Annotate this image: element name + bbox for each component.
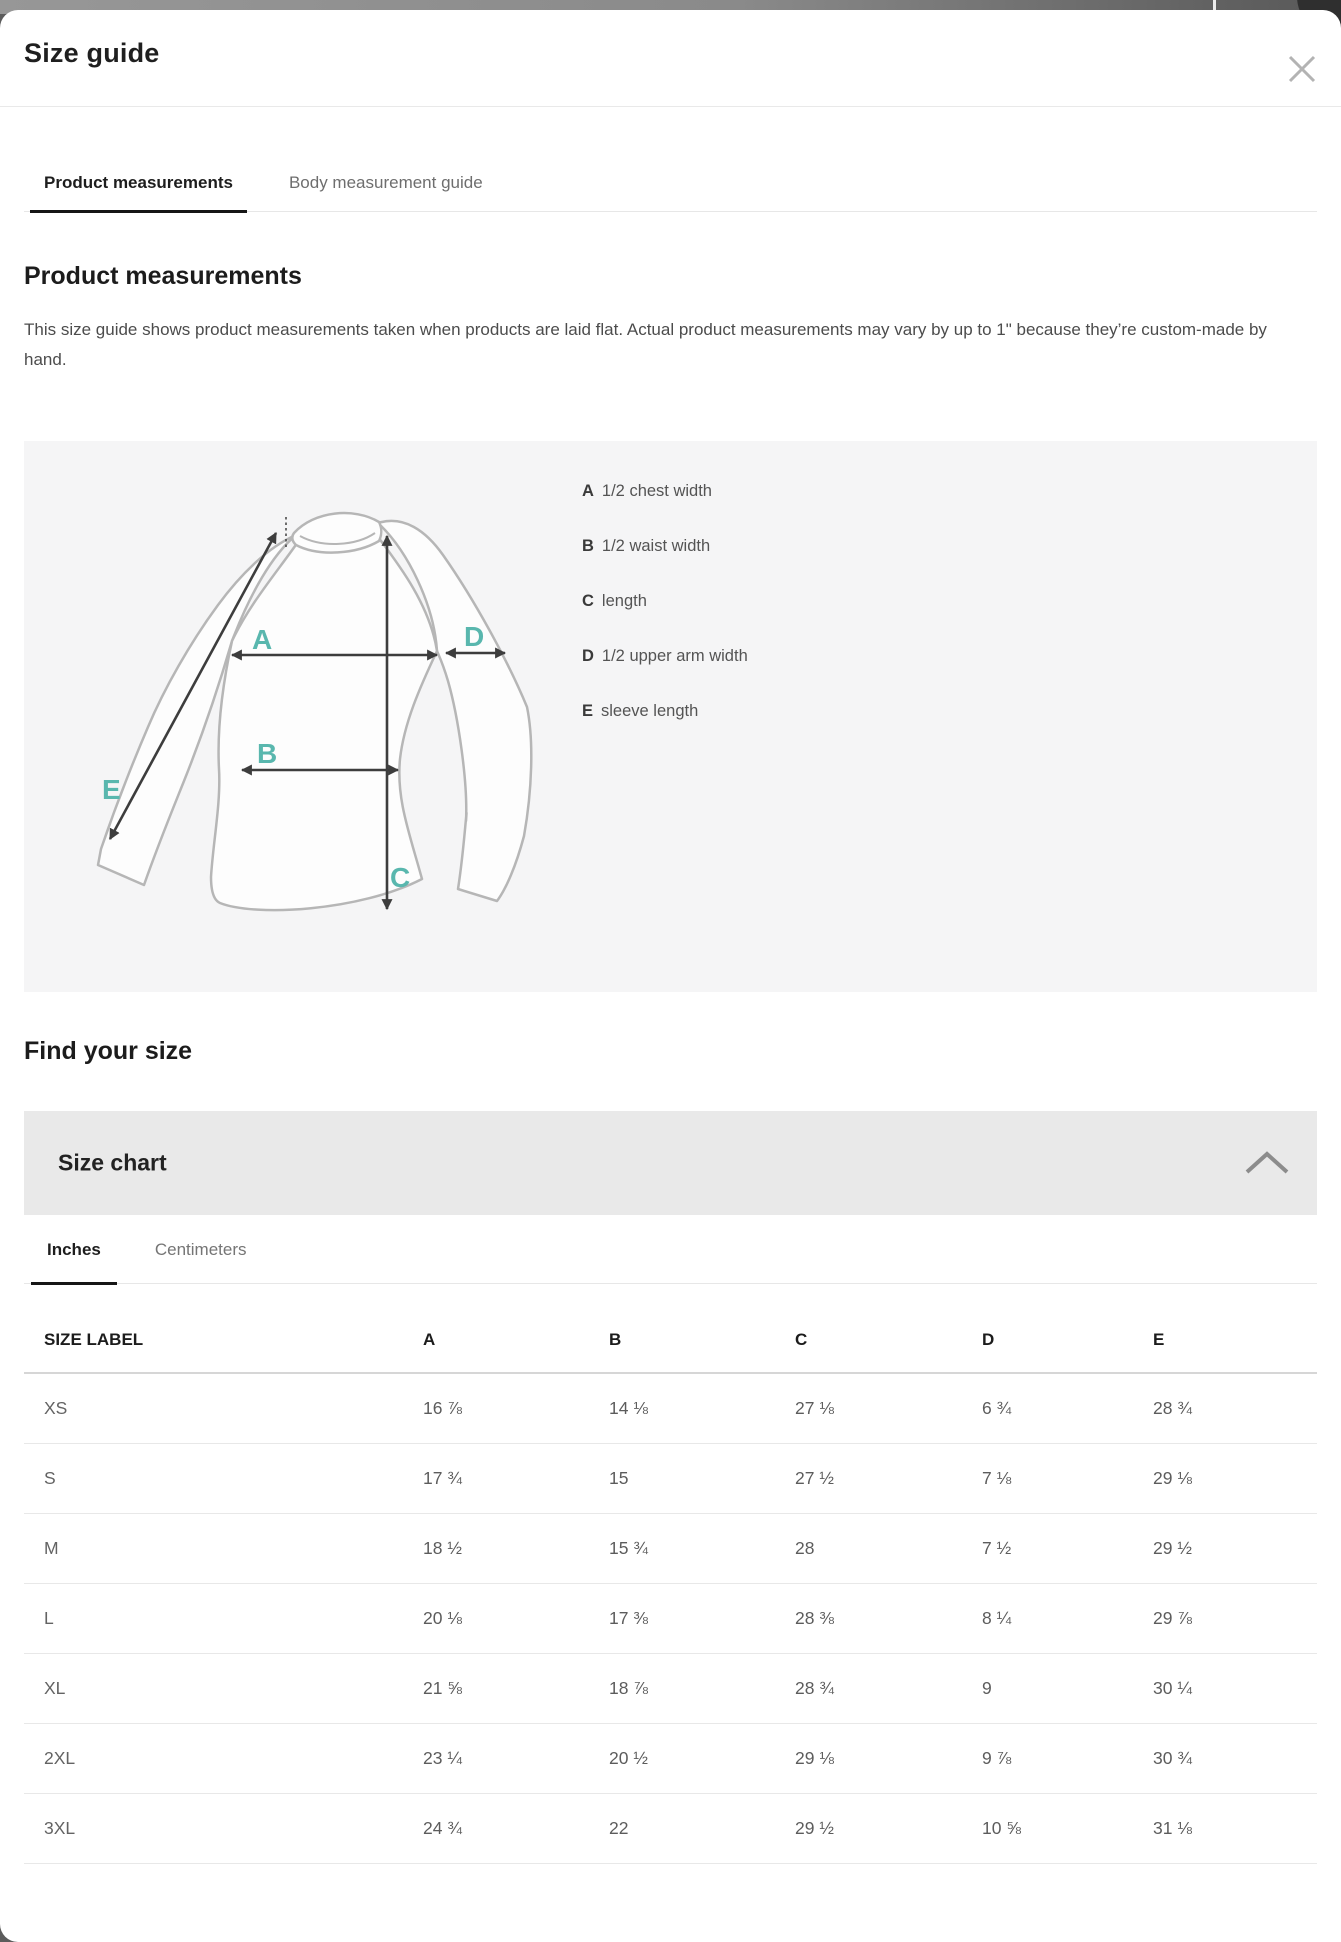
value-cell: 24 ¾ [423,1794,609,1864]
column-header-c: C [795,1304,982,1373]
value-cell: 18 ⅞ [609,1654,795,1724]
value-cell: 28 ⅜ [795,1584,982,1654]
shirt-illustration [60,491,560,921]
value-cell: 7 ½ [982,1514,1153,1584]
product-measurements-heading: Product measurements [24,262,302,290]
measure-label-c: C [390,862,411,893]
table-header-row [24,1304,1317,1373]
size-chart-table [24,1304,1317,1864]
size-chart-title: Size chart [58,1149,167,1176]
value-cell: 28 ¾ [1153,1373,1317,1444]
value-cell: 8 ¼ [982,1584,1153,1654]
size-label-cell: 3XL [24,1794,423,1864]
value-cell: 30 ¼ [1153,1654,1317,1724]
value-cell: 27 ½ [795,1444,982,1514]
measure-label-d: D [464,621,485,652]
unit-tab-bar [24,1215,1317,1284]
table-row [24,1584,1317,1654]
value-cell: 17 ⅜ [609,1584,795,1654]
value-cell: 23 ¼ [423,1724,609,1794]
close-button[interactable] [1283,50,1321,88]
product-measurements-description: This size guide shows product measurements taken when products are laid flat. Actual product measurements may vary by up to 1" because they’re custom-made by hand. [24,320,1267,369]
value-cell: 31 ⅛ [1153,1794,1317,1864]
legend-item [582,701,748,722]
legend-label: length [601,592,647,610]
legend-key: B [582,537,594,555]
measure-label-e: E [102,774,121,805]
value-cell: 20 ⅛ [423,1584,609,1654]
tab-body-measurement-guide[interactable]: Body measurement guide [288,173,483,192]
size-label-cell: M [24,1514,423,1584]
size-chart-accordion-header[interactable] [24,1111,1317,1215]
measure-label-a: A [252,624,273,655]
legend-item [582,591,748,612]
value-cell: 16 ⅞ [423,1373,609,1444]
table-row [24,1654,1317,1724]
tab-centimeters[interactable]: Centimeters [154,1240,247,1259]
value-cell: 7 ⅛ [982,1444,1153,1514]
value-cell: 29 ½ [1153,1514,1317,1584]
column-header-a: A [423,1304,609,1373]
modal-header [0,10,1341,107]
value-cell: 14 ⅛ [609,1373,795,1444]
measure-label-b: B [257,738,278,769]
legend-key: D [582,647,594,665]
table-row [24,1514,1317,1584]
value-cell: 28 [795,1514,982,1584]
value-cell: 15 ¾ [609,1514,795,1584]
legend-item [582,646,748,667]
shirt-collar [292,513,381,553]
value-cell: 6 ¾ [982,1373,1153,1444]
tab-product-measurements[interactable]: Product measurements [30,173,247,211]
column-header-d: D [982,1304,1153,1373]
legend-label: 1/2 waist width [601,537,711,555]
legend-label: 1/2 upper arm width [601,647,748,665]
tab-inches[interactable]: Inches [31,1240,117,1283]
legend-key: E [582,702,594,720]
column-header-b: B [609,1304,795,1373]
table-row [24,1724,1317,1794]
value-cell: 17 ¾ [423,1444,609,1514]
measurement-diagram [24,441,1317,992]
table-row [24,1373,1317,1444]
value-cell: 22 [609,1794,795,1864]
value-cell: 15 [609,1444,795,1514]
value-cell: 29 ⅞ [1153,1584,1317,1654]
value-cell: 18 ½ [423,1514,609,1584]
value-cell: 29 ⅛ [1153,1444,1317,1514]
value-cell: 30 ¾ [1153,1724,1317,1794]
value-cell: 27 ⅛ [795,1373,982,1444]
legend-item [582,481,748,502]
close-icon [1285,52,1319,86]
value-cell: 20 ½ [609,1724,795,1794]
modal-content [0,259,1341,1864]
value-cell: 29 ⅛ [795,1724,982,1794]
size-label-cell: S [24,1444,423,1514]
column-header-e: E [1153,1304,1317,1373]
value-cell: 28 ¾ [795,1654,982,1724]
legend-label: sleeve length [601,702,699,720]
measurement-legend [582,481,748,756]
value-cell: 9 [982,1654,1153,1724]
size-label-cell: 2XL [24,1724,423,1794]
value-cell: 9 ⅞ [982,1724,1153,1794]
main-tab-bar [24,107,1317,212]
legend-key: C [582,592,594,610]
legend-label: 1/2 chest width [601,482,712,500]
table-row [24,1794,1317,1864]
legend-key: A [582,482,594,500]
size-label-cell: XL [24,1654,423,1724]
value-cell: 10 ⅝ [982,1794,1153,1864]
column-header-size-label: SIZE LABEL [24,1304,423,1373]
size-label-cell: XS [24,1373,423,1444]
find-your-size-heading: Find your size [24,1037,193,1065]
modal-title: Size guide [24,38,160,68]
size-guide-modal [0,10,1341,1942]
table-row [24,1444,1317,1514]
value-cell: 21 ⅝ [423,1654,609,1724]
size-label-cell: L [24,1584,423,1654]
chevron-up-icon[interactable] [1244,1151,1290,1175]
legend-item [582,536,748,557]
value-cell: 29 ½ [795,1794,982,1864]
